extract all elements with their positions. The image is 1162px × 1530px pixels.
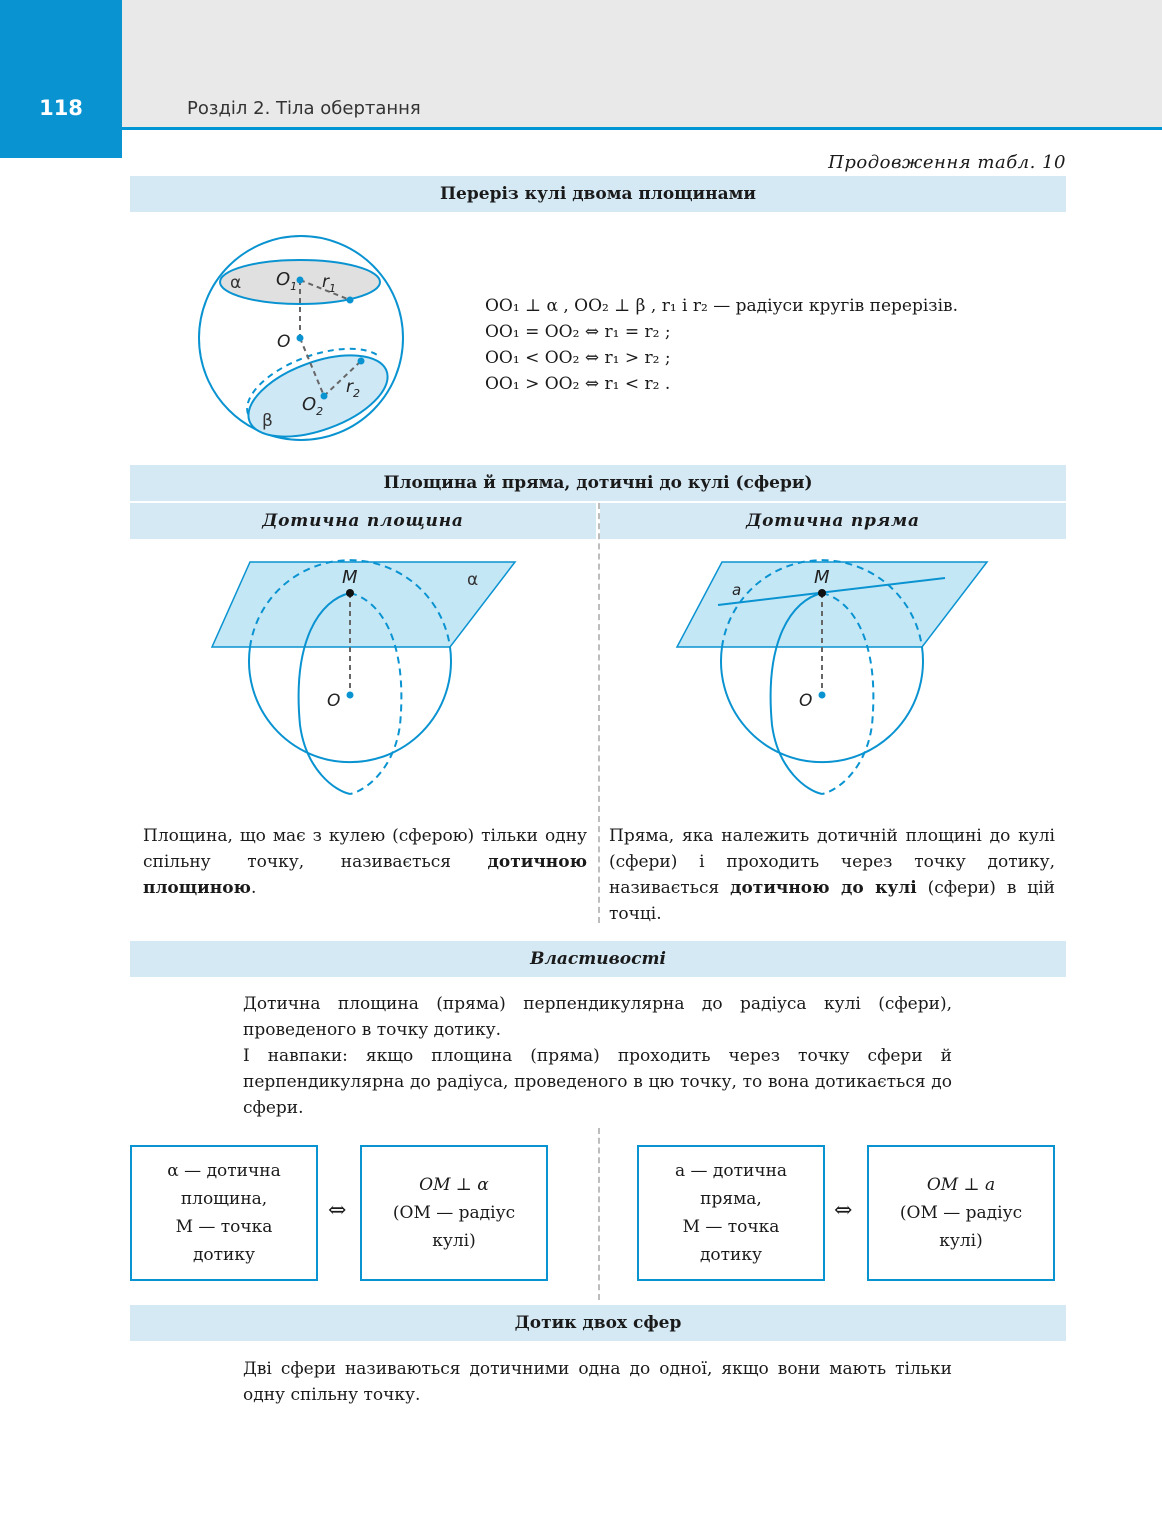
- tangent-plane-definition: Площина, що має з кулею (сферою) тільки одну спільну точку, називається дотичною площиною.: [143, 826, 587, 898]
- box-tangent-line-condition: a — дотична пряма, M — точка дотику: [637, 1145, 825, 1281]
- label-beta: β: [262, 411, 273, 431]
- label-M: M: [342, 567, 358, 588]
- sphere-two-planes-figure: [190, 230, 420, 445]
- tangent-line-figure: [672, 555, 1002, 800]
- label-r1: $r_1$: [322, 272, 336, 295]
- cross-section-formulas: [485, 293, 958, 397]
- tangent-plane-title: Дотична площина: [130, 503, 596, 539]
- header-rule: [122, 127, 1162, 130]
- box-tangent-plane-condition: α — дотична площина, M — точка дотику: [130, 1145, 318, 1281]
- label-O1: $O_1$: [276, 269, 298, 293]
- label-r2: $r_2$: [346, 377, 360, 400]
- section-properties-title: Властивості: [130, 941, 1066, 977]
- label-O2: $O_2$: [302, 394, 324, 418]
- column-divider: [598, 503, 600, 923]
- formula-line: OO₁ ⊥ α , OO₂ ⊥ β , r₁ і r₂ — радіуси кругів перерізів.: [485, 296, 958, 316]
- column-divider-lower: [598, 1128, 600, 1300]
- tangent-line-title: Дотична пряма: [600, 503, 1066, 539]
- page-number: 118: [39, 96, 83, 120]
- tangent-line-definition: Пряма, яка належить дотичній площині до кулі (сфери) і проходить через точку дотику, називається дотичною до кулі (сфери) в цій точці.: [609, 826, 1055, 924]
- formula-line: OO₁ < OO₂ ⇔ r₁ > r₂ ;: [485, 348, 671, 368]
- label-a: a: [732, 581, 742, 599]
- tangent-plane-figure: [200, 555, 530, 800]
- label-alpha: α: [467, 570, 479, 590]
- section-two-spheres-title: Дотик двох сфер: [130, 1305, 1066, 1341]
- two-spheres-definition: Дві сфери називаються дотичними одна до одної, якщо вони мають тільки одну спільну точку.: [243, 1359, 952, 1405]
- label-alpha: α: [230, 273, 242, 293]
- box-om-perp-a: OM ⊥ a (OM — радіус кулі): [867, 1145, 1055, 1281]
- label-M: M: [814, 567, 830, 588]
- label-O: O: [799, 691, 813, 711]
- equivalence-symbol: ⇔: [834, 1198, 853, 1223]
- label-O: O: [327, 691, 341, 711]
- equivalence-symbol: ⇔: [328, 1198, 347, 1223]
- label-O: O: [277, 332, 291, 352]
- box-om-perp-alpha: OM ⊥ α (OM — радіус кулі): [360, 1145, 548, 1281]
- section-tangent-title: Площина й пряма, дотичні до кулі (сфери): [130, 465, 1066, 501]
- table-continuation: Продовження табл. 10: [828, 152, 1066, 173]
- formula-line: OO₁ = OO₂ ⇔ r₁ = r₂ ;: [485, 322, 671, 342]
- page-number-tab: [0, 0, 122, 158]
- properties-text: Дотична площина (пряма) перпендикулярна до радіуса кулі (сфери), проведеного в точку дотику. І навпаки: якщо площина (пряма) проходить через точку сфери й перпендикулярна до радіуса, проведеного в цю точку, то вона дотикається до сфери.: [243, 994, 952, 1118]
- section-cross-section-title: Переріз кулі двома площинами: [130, 176, 1066, 212]
- header-background: [0, 0, 1162, 128]
- chapter-title: Розділ 2. Тіла обертання: [187, 98, 421, 119]
- formula-line: OO₁ > OO₂ ⇔ r₁ < r₂ .: [485, 374, 671, 394]
